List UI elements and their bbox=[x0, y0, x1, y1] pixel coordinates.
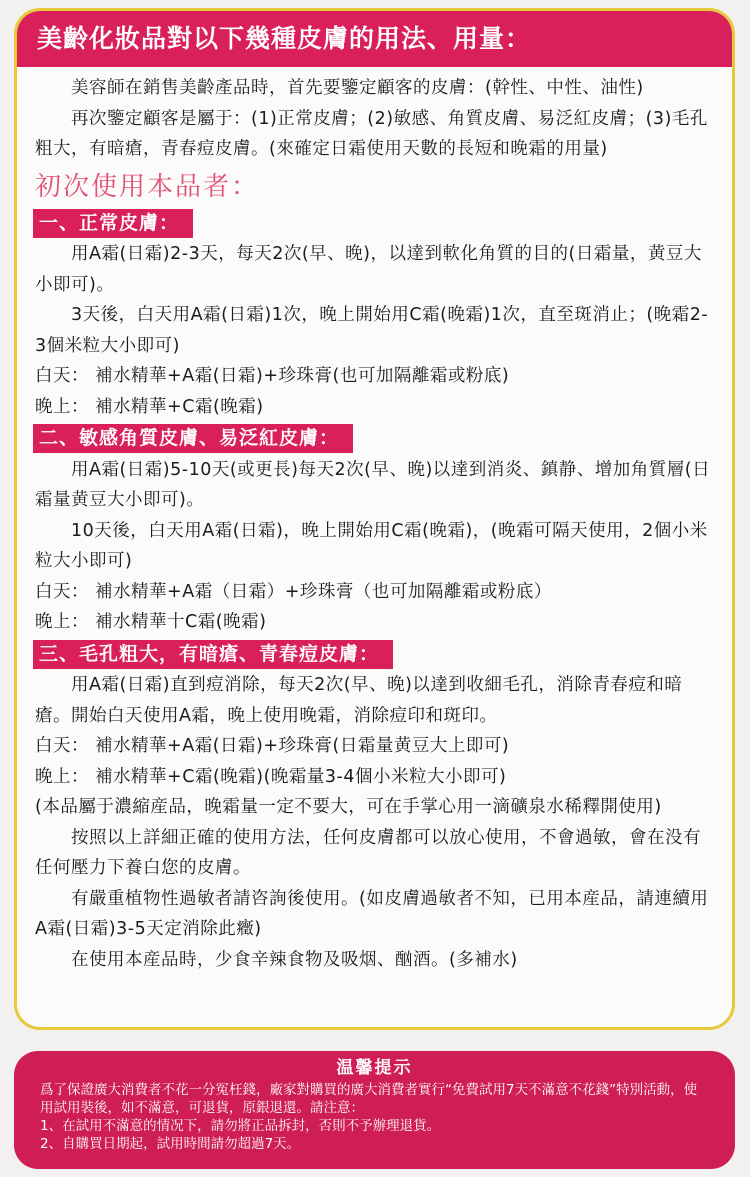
nighttime-routine: 晚上： 補水精華+C霜(晚霜) bbox=[35, 396, 264, 417]
nighttime-routine: 晚上： 補水精華十C霜(晚霜) bbox=[35, 612, 267, 632]
page-title: 美齡化妝品對以下幾種皮膚的用法、用量： bbox=[17, 11, 732, 67]
section-acne-skin bbox=[35, 638, 714, 793]
intro-paragraph: 美容師在銷售美齡產品時，首先要鑒定顧客的皮膚：(幹性、中性、油性) bbox=[71, 78, 644, 98]
daytime-routine: 白天： 補水精華+A霜(日霜)+珍珠膏(也可加隔離霜或粉底) bbox=[35, 366, 510, 386]
section-heading: 一、正常皮膚： bbox=[33, 209, 193, 238]
section-paragraph: 3天後，白天用A霜(日霜)1次，晚上開始用C霜(晚霜)1次，直至斑消止；(晚霜2-3個米粒大小即可) bbox=[35, 305, 709, 356]
first-use-heading: 初次使用本品者： bbox=[35, 171, 260, 202]
section-paragraph: 用A霜(日霜)2-3天，每天2次(早、晚)，以達到軟化角質的目的(日霜量，黄豆大小即可)。 bbox=[35, 244, 702, 295]
section-normal-skin bbox=[35, 207, 714, 423]
usage-instructions-panel bbox=[14, 8, 735, 1030]
warm-tips-panel bbox=[14, 1051, 735, 1169]
closing-paragraph: 按照以上詳細正確的使用方法，任何皮膚都可以放心使用，不會過敏，會在没有任何壓力下養白您的皮膚。 bbox=[35, 827, 701, 878]
tips-title: 温馨提示 bbox=[336, 1058, 413, 1078]
section-paragraph: 用A霜(日霜)直到痘消除，每天2次(早、晚)以達到收細毛孔，消除青春痘和暗瘡。開始白天使用A霜，晚上使用晚霜，消除痘印和斑印。 bbox=[35, 675, 683, 726]
allergy-paragraph: 有嚴重植物性過敏者請咨詢後使用。(如皮膚過敏者不知，已用本産品，請連續用A霜(日霜)3-5天定消除此癥) bbox=[35, 888, 709, 939]
tips-item: 2、自購買日期起，試用時間請勿超過7天。 bbox=[40, 1136, 301, 1152]
instructions-body bbox=[17, 67, 732, 975]
daytime-routine: 白天： 補水精華+A霜(日霜)+珍珠膏(日霜量黄豆大上即可) bbox=[35, 736, 510, 756]
nighttime-routine: 晚上： 補水精華+C霜(晚霜)(晚霜量3-4個小米粒大小即可) bbox=[35, 766, 507, 787]
section-paragraph: 10天後，白天用A霜(日霜)，晚上開始用C霜(晚霜)，(晚霜可隔天使用，2個小米粒大小即可) bbox=[35, 520, 708, 571]
concentrate-note: (本品屬于濃縮産品，晚霜量一定不要大，可在手掌心用一滴礦泉水稀釋開使用) bbox=[35, 797, 662, 817]
section-heading: 二、敏感角質皮膚、易泛紅皮膚： bbox=[33, 424, 353, 453]
daytime-routine: 白天： 補水精華+A霜（日霜）+珍珠膏（也可加隔離霜或粉底） bbox=[35, 581, 552, 602]
diet-advice: 在使用本産品時，少食辛辣食物及吸烟、酗酒。(多補水) bbox=[71, 949, 518, 970]
intro-paragraph-2: 再次鑒定顧客是屬于：(1)正常皮膚；(2)敏感、角質皮膚、易泛紅皮膚；(3)毛孔粗大，有暗瘡，青春痘皮膚。(來確定日霜使用天數的長短和晚霜的用量) bbox=[35, 108, 708, 159]
section-sensitive-skin bbox=[35, 422, 714, 638]
section-heading: 三、毛孔粗大，有暗瘡、青春痘皮膚： bbox=[33, 640, 393, 669]
tips-item: 1、在試用不滿意的情况下，請勿將正品拆封，否則不予辦理退貨。 bbox=[40, 1118, 441, 1134]
tips-paragraph: 爲了保證廣大消費者不花一分冤枉錢，廠家對購買的廣大消費者實行“免費試用7天不滿意不花錢”特別活動，使用試用裝後，如不滿意，可退貨，原銀退還。請注意： bbox=[40, 1082, 698, 1116]
section-paragraph: 用A霜(日霜)5-10天(或更長)每天2次(早、晚)以達到消炎、鎮静、增加角質層(日霜量黄豆大小即可)。 bbox=[35, 459, 711, 510]
